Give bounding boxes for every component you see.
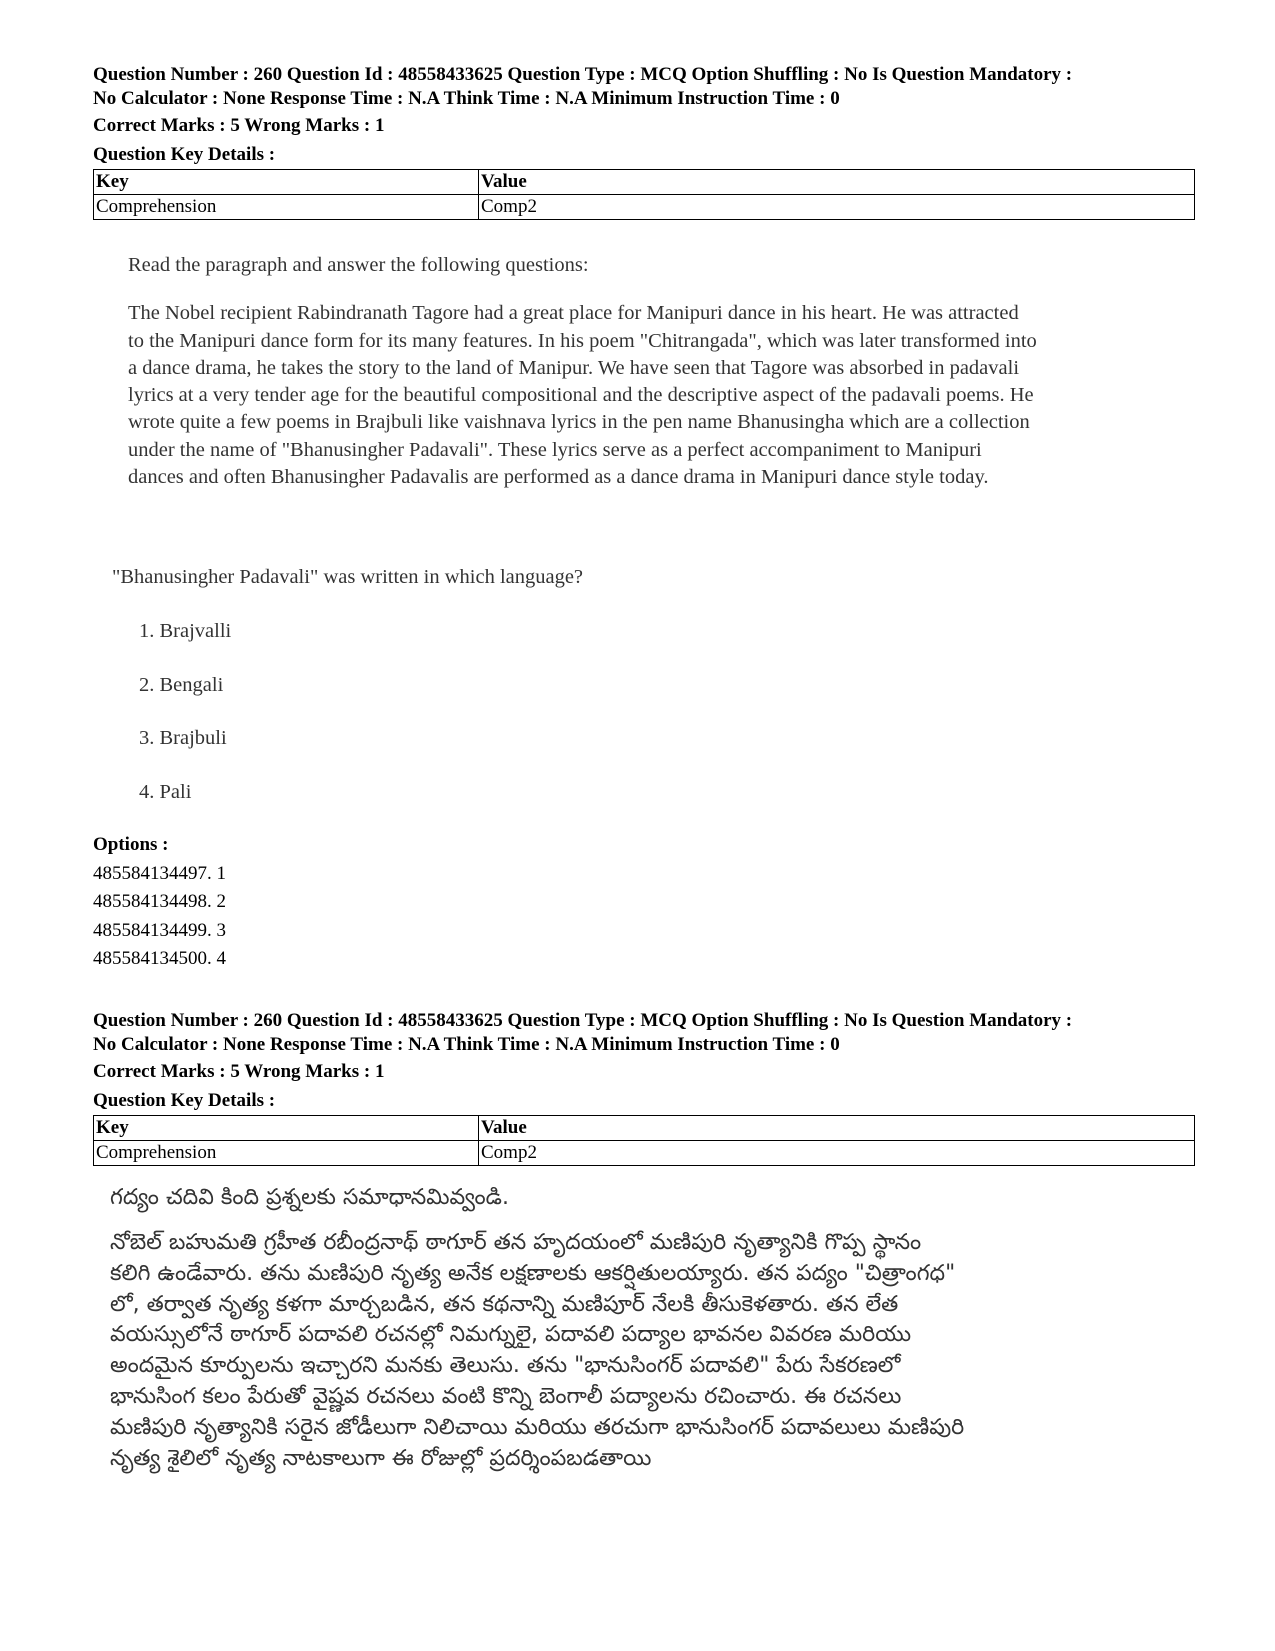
- passage-line: The Nobel recipient Rabindranath Tagore had a great place for Manipuri dance in his heart. He was attracted: [128, 302, 1019, 325]
- passage-instruction: గద్యం చదివి కింది ప్రశ్నలకు సమాధానమివ్వండి.: [110, 1185, 509, 1210]
- passage-line: under the name of "Bhanusingher Padavali". These lyrics serve as a perfect accompaniment to Manipuri: [128, 438, 982, 461]
- passage-line: wrote quite a few poems in Brajbuli like vaishnava lyrics in the pen name Bhanusingha which are a collection: [128, 411, 1030, 434]
- passage-line: lyrics at a very tender age for the beautiful compositional and the descriptive aspect of the padavali poems. He: [128, 384, 1034, 407]
- question-meta: [93, 63, 1195, 110]
- passage-telugu: [110, 1180, 1200, 1474]
- question-header-1: [93, 63, 1195, 220]
- passage-line: మణిపురి నృత్యానికి సరైన జోడీలుగా నిలిచాయి మరియు తరచుగా భానుసింగర్ పదావలులు మణిపురి: [110, 1414, 965, 1440]
- options-block: [93, 831, 226, 974]
- value-header-cell: Value: [479, 170, 1195, 195]
- answer-choice: 3. Brajbuli: [139, 727, 227, 749]
- key-details-label: Question Key Details :: [93, 1089, 276, 1111]
- answer-choice: 2. Bengali: [139, 673, 224, 696]
- options-title: Options :: [93, 834, 169, 855]
- option-id: 485584134500. 4: [93, 948, 226, 970]
- question-header-2: [93, 1009, 1195, 1166]
- passage-line: a dance drama, he takes the story to the land of Manipur. We have seen that Tagore was absorbed in padavali: [128, 356, 1020, 379]
- option-id: 485584134499. 3: [93, 919, 226, 941]
- key-cell: Comprehension: [94, 1141, 479, 1166]
- value-cell: Comp2: [479, 1141, 1195, 1166]
- meta-line-2: No Calculator : None Response Time : N.A Think Time : N.A Minimum Instruction Time : 0: [93, 87, 840, 109]
- passage-line: లో, తర్వాత నృత్య కళగా మార్చబడిన, తన కథనాన్ని మణిపూర్ నేలకి తీసుకెళతారు. తన లేత: [110, 1291, 899, 1317]
- key-details-label: Question Key Details :: [93, 143, 276, 165]
- table-row: [94, 195, 1195, 220]
- meta-line-1: Question Number : 260 Question Id : 48558433625 Question Type : MCQ Option Shuffling : No Is Question Mandatory :: [93, 64, 1073, 85]
- passage-line: వయస్సులోనే ఠాగూర్ పదావలి రచనల్లో నిమగ్నులై, పదావలి పద్యాల భావనల వివరణ మరియు: [110, 1322, 912, 1348]
- key-header-cell: Key: [94, 170, 479, 195]
- passage-english: [128, 252, 1188, 491]
- key-value-table: [93, 169, 1195, 220]
- meta-line-2: No Calculator : None Response Time : N.A Think Time : N.A Minimum Instruction Time : 0: [93, 1033, 840, 1055]
- answer-choice-list: [139, 620, 231, 834]
- meta-line-1: Question Number : 260 Question Id : 48558433625 Question Type : MCQ Option Shuffling : No Is Question Mandatory :: [93, 1010, 1073, 1031]
- passage-line: భానుసింగ కలం పేరుతో వైష్ణవ రచనలు వంటి కొన్ని బెంగాలీ పద్యాలను రచించారు. ఈ రచనలు: [110, 1383, 902, 1409]
- table-row: [94, 1141, 1195, 1166]
- key-cell: Comprehension: [94, 195, 479, 220]
- passage-line: నోబెల్ బహుమతి గ్రహీత రబీంద్రనాథ్ ఠాగూర్ తన హృదయంలో మణిపురి నృత్యానికి గొప్ప స్థానం: [110, 1230, 922, 1255]
- passage-instruction: Read the paragraph and answer the following questions:: [128, 254, 589, 276]
- passage-line: dances and often Bhanusingher Padavalis are performed as a dance drama in Manipuri dance style today.: [128, 466, 989, 489]
- passage-line: to the Manipuri dance form for its many features. In his poem "Chitrangada", which was later transformed into: [128, 329, 1037, 352]
- marks-line: Correct Marks : 5 Wrong Marks : 1: [93, 1061, 385, 1082]
- passage-line: నృత్య శైలిలో నృత్య నాటకాలుగా ఈ రోజుల్లో ప్రదర్శింపబడతాయి: [110, 1445, 652, 1471]
- option-id: 485584134497. 1: [93, 862, 226, 884]
- option-id: 485584134498. 2: [93, 891, 226, 913]
- question-text: "Bhanusingher Padavali" was written in which language?: [112, 566, 584, 588]
- answer-choice: 1. Brajvalli: [139, 620, 232, 642]
- answer-choice: 4. Pali: [139, 780, 192, 803]
- passage-line: కలిగి ఉండేవారు. తను మణిపురి నృత్య అనేక లక్షణాలకు ఆకర్షితులయ్యారు. తన పద్యం "చిత్రాంగధ": [110, 1260, 956, 1286]
- table-header-row: [94, 170, 1195, 195]
- key-value-table: [93, 1115, 1195, 1166]
- value-cell: Comp2: [479, 195, 1195, 220]
- key-header-cell: Key: [94, 1116, 479, 1141]
- question-meta: [93, 1009, 1195, 1056]
- value-header-cell: Value: [479, 1116, 1195, 1141]
- passage-line: అందమైన కూర్పులను ఇచ్చారని మనకు తెలుసు. తను "భానుసింగర్ పదావలి" పేరు సేకరణలో: [110, 1353, 901, 1379]
- marks-line: Correct Marks : 5 Wrong Marks : 1: [93, 115, 385, 136]
- table-header-row: [94, 1116, 1195, 1141]
